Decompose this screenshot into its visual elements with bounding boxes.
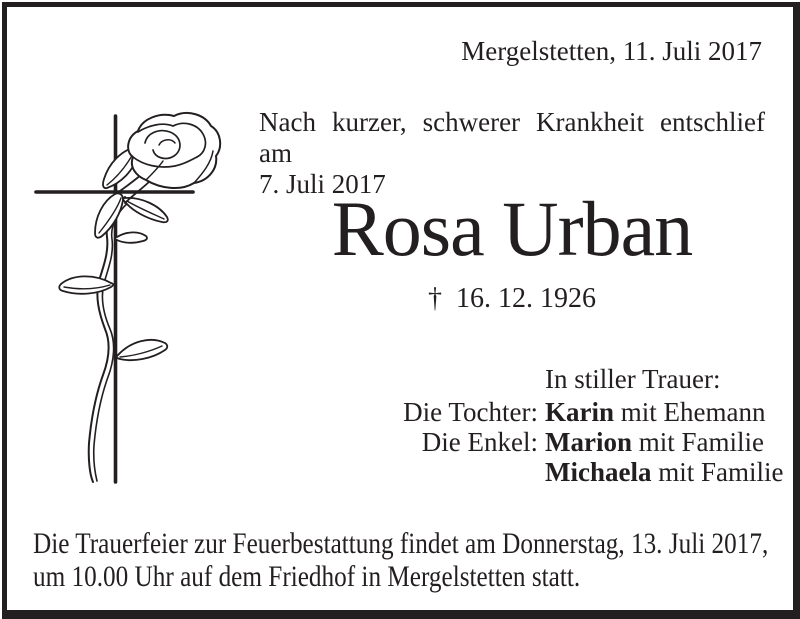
- mourner-entry: [545, 397, 765, 427]
- relation-label: [350, 457, 538, 487]
- funeral-line-1: Die Trauerfeier zur Feuerbestattung findet am Donnerstag, 13. Juli 2017,: [33, 527, 769, 560]
- mourner-name: Michaela: [545, 457, 652, 487]
- mourner-entry: [545, 457, 783, 487]
- rose-bloom: [128, 113, 220, 188]
- mourner-name: Marion: [545, 427, 632, 457]
- mourner-suffix: mit Familie: [632, 427, 764, 457]
- mourner-suffix: mit Ehemann: [614, 397, 766, 427]
- relation-label: Die Tochter:: [403, 397, 538, 427]
- funeral-line-2: um 10.00 Uhr auf dem Friedhof in Mergelstetten statt.: [33, 560, 581, 593]
- relation-label: Die Enkel:: [421, 427, 538, 457]
- mourner-suffix: mit Familie: [651, 457, 784, 487]
- mourning-heading-row: [350, 363, 783, 395]
- deceased-name: Rosa Urban: [331, 185, 693, 272]
- mourning-heading: In stiller Trauer:: [545, 364, 721, 394]
- mourner-row: [350, 457, 783, 487]
- intro-line-2: 7. Juli 2017: [259, 169, 386, 199]
- rose-cross-artwork: [25, 85, 225, 505]
- mourner-name: Karin: [545, 397, 615, 427]
- mourning-label-spacer: [350, 363, 538, 395]
- mourner-row: [350, 397, 783, 427]
- dateline: Mergelstetten, 11. Juli 2017: [461, 36, 762, 66]
- mourning-block: [350, 363, 783, 487]
- intro-line-1: Nach kurzer, schwerer Krankheit entschlief am: [259, 107, 765, 168]
- funeral-info-paragraph: [33, 527, 769, 593]
- mourner-row: [350, 427, 783, 457]
- funeral-info-inner: [33, 527, 769, 593]
- death-date: 16. 12. 1926: [456, 283, 596, 314]
- mourner-entry: [545, 427, 764, 457]
- dagger-cross-symbol: †: [428, 283, 442, 314]
- death-date-line: [259, 284, 765, 314]
